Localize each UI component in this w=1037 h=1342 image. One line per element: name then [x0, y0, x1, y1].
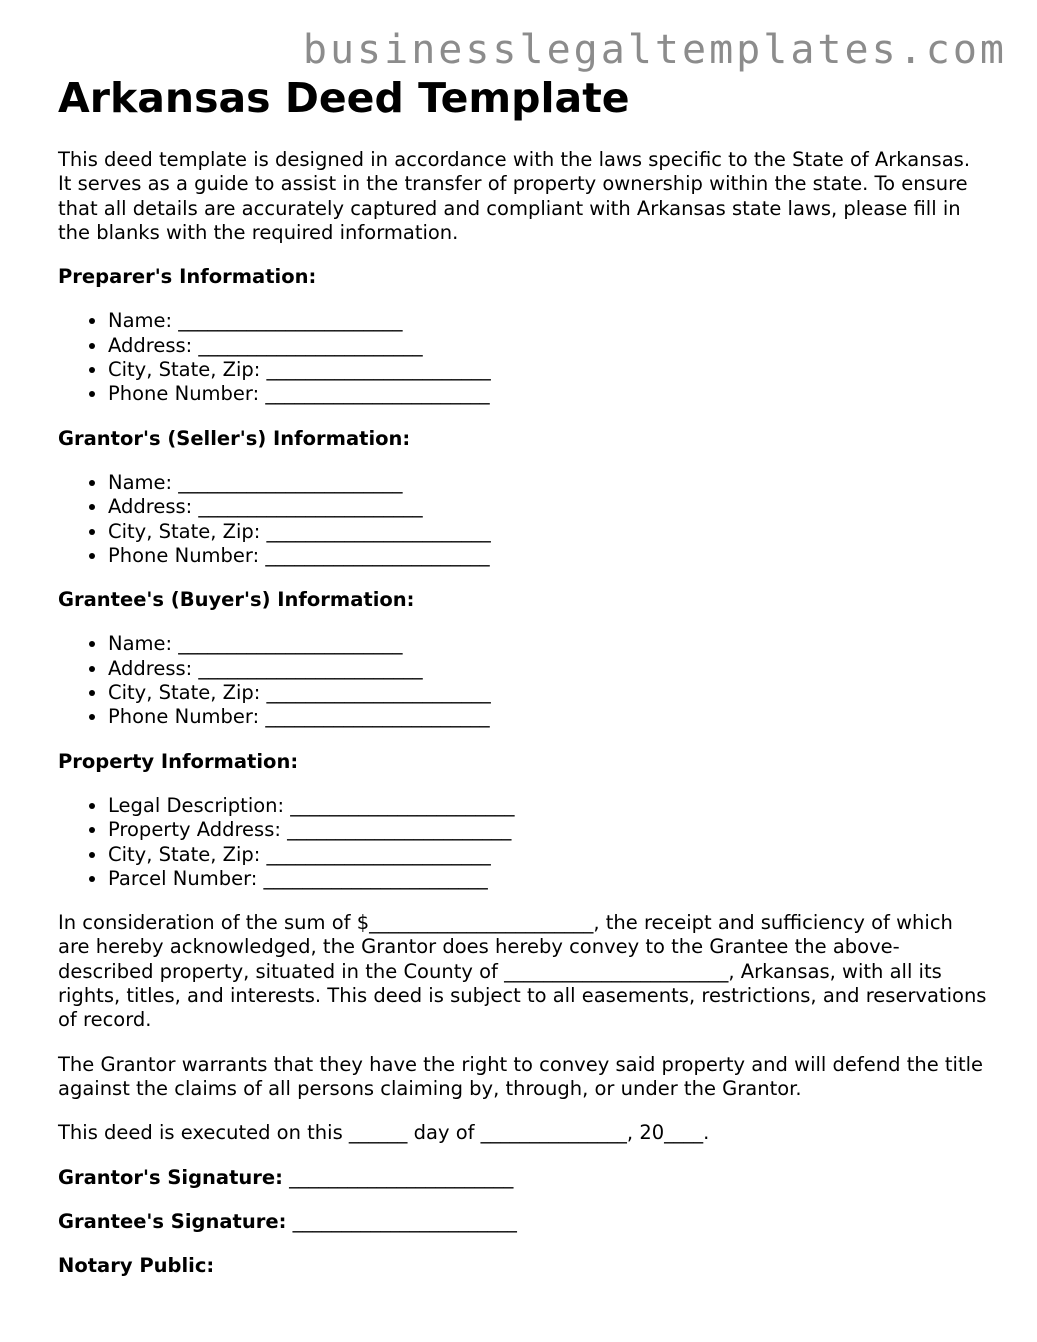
grantee-list [58, 632, 988, 729]
grantee-signature-label: Grantee's Signature: [58, 1209, 287, 1233]
consideration-paragraph: In consideration of the sum of $_______________________, the receipt and sufficiency of which are hereby acknowledged, the Grantor does hereby convey to the Grantee the above-described property, situated in the County of _______________________, Arkansas, with all its rights, titles, and interests. This deed is subject to all easements, restrictions, and reservations of record. [58, 911, 987, 1032]
list-item: • Phone Number: _______________________ [108, 705, 988, 729]
property-heading: Property Information: [58, 749, 299, 773]
list-item: • City, State, Zip: _______________________ [108, 843, 988, 867]
list-item: • City, State, Zip: _______________________ [108, 358, 988, 382]
grantor-heading: Grantor's (Seller's) Information: [58, 426, 411, 450]
property-list [58, 794, 988, 891]
grantee-heading: Grantee's (Buyer's) Information: [58, 588, 415, 612]
grantor-signature-label: Grantor's Signature: [58, 1165, 283, 1189]
list-item: • Phone Number: _______________________ [108, 382, 988, 406]
list-item: • Address: _______________________ [108, 334, 988, 358]
preparer-list [58, 309, 988, 406]
list-item: • Legal Description: _______________________ [108, 794, 988, 818]
page-title: Arkansas Deed Template [58, 74, 630, 122]
list-item: • Name: _______________________ [108, 632, 988, 656]
grantor-signature-blank: _______________________ [289, 1165, 514, 1189]
intro-paragraph: This deed template is designed in accordance with the laws specific to the State of Arkansas. It serves as a guide to assist in the transfer of property ownership within the state. To ensure that all details are accurately captured and compliant with Arkansas state laws, please fill in the blanks with the required information. [58, 148, 971, 244]
list-item: • City, State, Zip: _______________________ [108, 520, 988, 544]
list-item: • Address: _______________________ [108, 495, 988, 519]
preparer-heading: Preparer's Information: [58, 265, 317, 289]
list-item: • Name: _______________________ [108, 471, 988, 495]
grantor-list [58, 471, 988, 568]
grantee-signature-line [58, 1210, 988, 1234]
list-item: • Property Address: _______________________ [108, 818, 988, 842]
notary-heading: Notary Public: [58, 1254, 215, 1278]
grantor-signature-line [58, 1166, 988, 1190]
list-item: • Address: _______________________ [108, 657, 988, 681]
grantee-signature-blank: _______________________ [292, 1209, 517, 1233]
list-item: • Name: _______________________ [108, 309, 988, 333]
list-item: • Phone Number: _______________________ [108, 544, 988, 568]
list-item: • City, State, Zip: _______________________ [108, 681, 988, 705]
execution-date-line: This deed is executed on this ______ day of _______________, 20____. [58, 1121, 710, 1145]
watermark-text: businesslegaltemplates.com [302, 27, 1007, 73]
list-item: • Parcel Number: _______________________ [108, 867, 988, 891]
warranty-paragraph: The Grantor warrants that they have the right to convey said property and will defend the title against the claims of all persons claiming by, through, or under the Grantor. [58, 1052, 984, 1100]
deed-document [58, 72, 988, 1278]
